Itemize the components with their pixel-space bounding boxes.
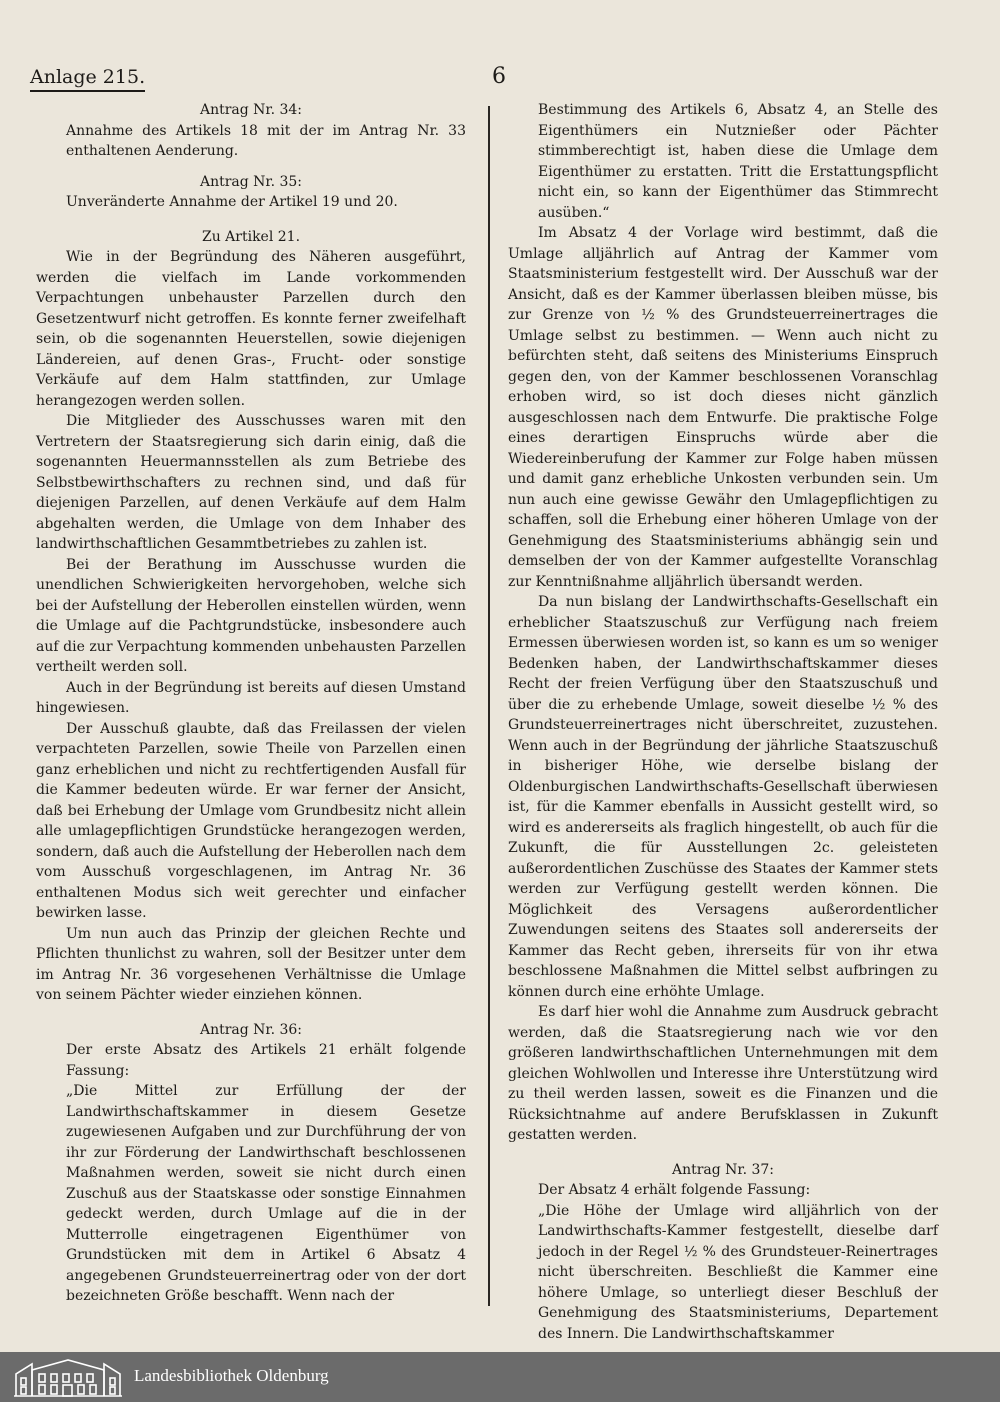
paragraph: Im Absatz 4 der Vorlage wird bestimmt, daß die Umlage alljährlich auf Antrag der Kammer vom Staatsministerium festgestellt wird. Der Ausschuß war der Ansicht, daß es der Kammer überlassen bleiben müsse, bis zur Grenze von ½ % des Grundsteuerreinertrages die Umlage selbst zu bestimmen. — Wenn auch nicht zu befürchten steht, daß seitens des Ministeriums Einspruch gegen den, von der Kammer beschlossenen Voranschlag erhoben wird, so ist doch dieses nicht gänzlich ausgeschlossen nach dem Entwurfe. Die praktische Folge eines derartigen Einspruchs würde aber die Wiedereinberufung der Kammer zur Folge haben müssen und damit ganz erhebliche Unkosten verbunden sein. Um nun auch eine gewisse Gewähr den Umlagepflichtigen zu schaffen, soll die Erhebung einer höheren Umlage von der Genehmigung des Staatsministeriums abhängig sein und demselben der von der Kammer aufgestellte Voranschlag zur Kenntnißnahme alljährlich übersandt werden. bbox=[508, 225, 938, 590]
paragraph: Die Mitglieder des Ausschusses waren mit den Vertretern der Staatsregierung sich darin einig, daß die sogenannten Heuermannsstellen als zum Betriebe des Selbstbewirthschafters zu rechnen sind, und daß für diejenigen Parzellen, auf denen Verkäufe auf dem Halm abgehalten werden, die Umlage von dem Inhaber des landwirthschaftlichen Gesammtbetriebes zu zahlen ist. bbox=[36, 413, 466, 552]
library-building-icon bbox=[12, 1356, 124, 1398]
antrag-35-text: Unveränderte Annahme der Artikel 19 und 20. bbox=[66, 194, 398, 210]
page-header bbox=[30, 62, 970, 98]
antrag-36-intro: Der erste Absatz des Artikels 21 erhält folgende Fassung: bbox=[66, 1042, 466, 1079]
library-name: Landesbibliothek Oldenburg bbox=[134, 1366, 329, 1385]
library-footer bbox=[0, 1352, 1000, 1402]
paragraph: Es darf hier wohl die Annahme zum Ausdruck gebracht werden, daß die Staatsregierung nach wie vor den größeren landwirthschaftlichen Unternehmungen mit dem gleichen Wohlwollen und Interesse ihre Unterstützung wird zu theil werden lassen, soweit es die Finanzen und die Rücksichtnahme auf andere Berufsklassen in Zukunft gestatten werden. bbox=[508, 1004, 938, 1143]
antrag-36-quote: „Die Mittel zur Erfüllung der der Landwirthschaftskammer in diesem Gesetze zugewiesenen Aufgaben und zur Durchführung der von ihr zur Förderung der Landwirthschaft beschlossenen Maßnahmen werden, soweit sie nicht durch einen Zuschuß aus der Staatskasse oder sonstige Einnahmen gedeckt werden, durch Umlage auf die in der Mutterrolle eingetragenen Eigenthümer von Grundstücken mit dem in Artikel 6 Absatz 4 angegebenen Grundsteuerreinertrag oder von der dort bezeichneten Größe beschafft. Wenn nach der bbox=[66, 1083, 466, 1304]
quote-continuation: Bestimmung des Artikels 6, Absatz 4, an Stelle des Eigenthümers ein Nutznießer oder Pächter stimmberechtigt ist, haben diese die Umlage dem Eigenthümer zu erstatten. Tritt die Erstattungspflicht nicht ein, so kann der Eigenthümer das Stimmrecht ausüben.“ bbox=[538, 102, 938, 221]
paragraph: Bei der Berathung im Ausschusse wurden die unendlichen Schwierigkeiten hervorgehoben, welche sich bei der Aufstellung der Heberollen einstellen würden, wenn die Umlage auf die Pachtgrundstücke, insbesondere auch auf die zur Verpachtung kommenden unbehausten Parzellen vertheilt werden soll. bbox=[36, 556, 466, 675]
antrag-37-intro: Der Absatz 4 erhält folgende Fassung: bbox=[538, 1182, 811, 1198]
paragraph: Der Ausschuß glaubte, daß das Freilassen der vielen verpachteten Parzellen, sowie Theile von Parzellen einen ganz erheblichen und nicht zu rechtfertigenden Ausfall für die Kammer bedeuten würde. Er war ferner der Ansicht, daß bei Erhebung der Umlage vom Grundbesitz nicht allein alle umlagepflichtigen Grundstücke herangezogen werden, sondern, daß auch die Aufstellung der Heberollen nach dem vom Ausschuß vorgeschlagenen, im Antrag Nr. 36 enthaltenen Modus sich weit gerechter und einfacher bewirken lasse. bbox=[36, 720, 466, 921]
artikel-21-heading: Zu Artikel 21. bbox=[201, 228, 301, 245]
paragraph: Auch in der Begründung ist bereits auf diesen Umstand hingewiesen. bbox=[36, 679, 466, 716]
antrag-36-heading: Antrag Nr. 36: bbox=[199, 1021, 303, 1038]
paragraph: Um nun auch das Prinzip der gleichen Rechte und Pflichten thunlichst zu wahren, soll der Besitzer unter dem im Antrag Nr. 36 vorgesehenen Verhältnisse die Umlage von seinem Pächter wieder einziehen können. bbox=[36, 925, 466, 1003]
paragraph: Da nun bislang der Landwirthschafts-Gesellschaft ein erheblicher Staatszuschuß zur Verfügung nach freiem Ermessen überwiesen worden ist, so kann es um so weniger Bedenken haben, der Landwirthschaftskammer dieses Recht der freien Verfügung über den Staatszuschuß und über die zu erhebende Umlage, soweit dieselbe ½ % des Grundsteuerreinertrages nicht überschreitet, zuzustehen. Wenn auch in der Begründung der jährliche Staatszuschuß in bisheriger Höhe, wie derselbe bislang der Oldenburgischen Landwirthschafts-Gesellschaft überwiesen ist, für die Kammer ebenfalls in Aussicht gestellt wird, so wird es andererseits als fraglich hingestellt, ob auch für die Zukunft, die für Ausstellungen 2c. geleisteten außerordentlichen Zuschüsse des Staates der Kammer stets werden zur Verfügung gestellt werden können. Die Möglichkeit des Versagens außerordentlicher Zuwendungen seitens des Staates soll andererseits der Kammer das Recht geben, ihrerseits für von ihr etwa beschlossene Maßnahmen die Mittel selbst aufbringen zu können durch eine erhöhte Umlage. bbox=[508, 594, 938, 1000]
antrag-34-text: Annahme des Artikels 18 mit der im Antrag Nr. 33 enthaltenen Aenderung. bbox=[66, 122, 466, 159]
anlage-label: Anlage 215. bbox=[30, 66, 145, 92]
column-divider bbox=[488, 106, 490, 1306]
antrag-35-heading: Antrag Nr. 35: bbox=[199, 173, 303, 190]
antrag-37-quote: „Die Höhe der Umlage wird alljährlich von der Landwirthschafts-Kammer festgestellt, dieselbe darf jedoch in der Regel ½ % des Grundsteuer-Reinertrages nicht überschreiten. Beschließt die Kammer eine höhere Umlage, so unterliegt dieser Beschluß der Genehmigung des Staatsministeriums, Departement des Innern. Die Landwirthschaftskammer bbox=[538, 1202, 938, 1342]
paragraph: Wie in der Begründung des Näheren ausgeführt, werden die vielfach im Lande vorkommenden Verpachtungen unbehauster Parzellen durch den Gesetzentwurf nicht getroffen. Es konnte ferner zweifelhaft sein, ob die sogenannten Heuerstellen, sowie diejenigen Ländereien, auf denen Gras-, Frucht- oder sonstige Verkäufe auf dem Halm stattfinden, zur Umlage herangezogen werden sollen. bbox=[36, 249, 466, 409]
left-column bbox=[36, 100, 466, 1307]
antrag-34-heading: Antrag Nr. 34: bbox=[199, 102, 303, 118]
page-number: 6 bbox=[492, 64, 506, 89]
right-column bbox=[508, 100, 938, 1344]
antrag-37-heading: Antrag Nr. 37: bbox=[671, 1161, 775, 1178]
